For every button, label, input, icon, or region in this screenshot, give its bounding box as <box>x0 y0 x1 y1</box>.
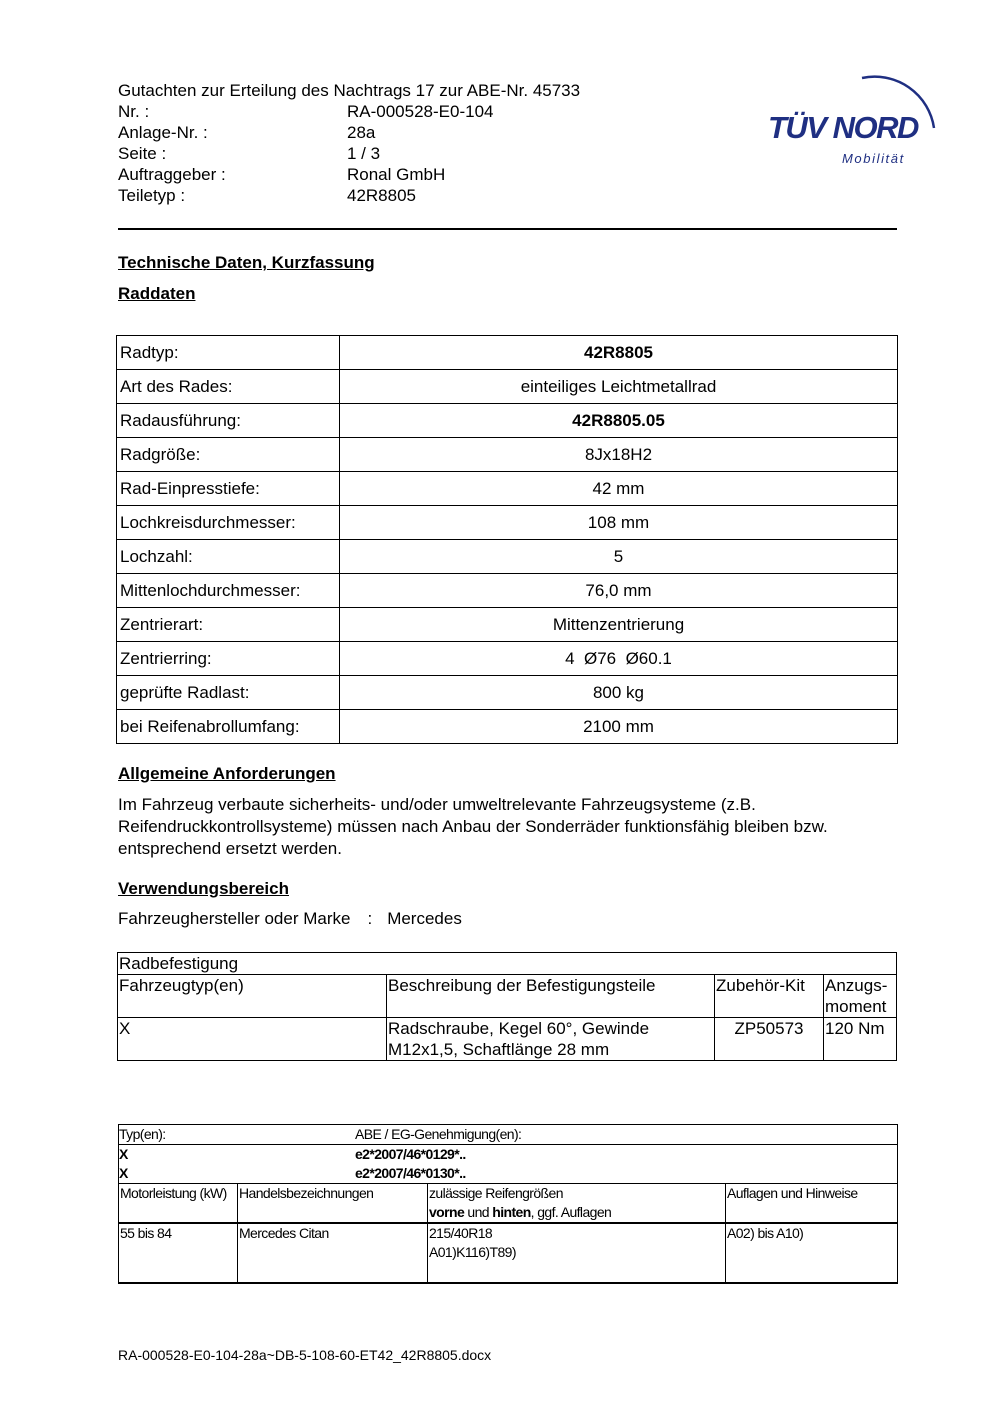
table-row: Rad-Einpresstiefe: 42 mm <box>117 472 898 506</box>
table-row: X e2*2007/46*0129*.. X e2*2007/46*0130*.. <box>119 1145 898 1184</box>
table-row: Radbefestigung <box>118 953 897 975</box>
typen-table <box>118 1124 898 1284</box>
section-raddaten: Raddaten <box>118 284 196 303</box>
header-field-nr: Nr. : RA-000528-E0-104 <box>118 102 494 121</box>
section-technische: Technische Daten, Kurzfassung <box>118 253 375 272</box>
header-field-teiletyp: Teiletyp : 42R8805 <box>118 186 417 205</box>
section-allgemeine: Allgemeine Anforderungen <box>118 764 336 783</box>
table-row: 55 bis 84 Mercedes Citan 215/40R18 A01)K116)T89) A02) bis A10) <box>119 1223 898 1283</box>
logo-subtitle: Mobilität <box>842 151 905 166</box>
table-row: Radgröße: 8Jx18H2 <box>117 438 898 472</box>
header-field-seite: Seite : 1 / 3 <box>118 144 381 163</box>
logo-wordmark: TÜV NORD <box>768 110 918 145</box>
table-row: X Radschraube, Kegel 60°, Gewinde M12x1,5, Schaftlänge 28 mm ZP50573 120 Nm <box>118 1018 897 1061</box>
table-row: Zentrierring: 4 Ø76 Ø60.1 <box>117 642 898 676</box>
section-verwendung: Verwendungsbereich <box>118 879 289 898</box>
allgemeine-text: Im Fahrzeug verbaute sicherheits- und/oder umweltrelevante Fahrzeugsysteme (z.B. Reifendruckkontrollsysteme) müssen nach Anbau der Sonderräder funktionsfähig bleiben bzw. entsprechend ersetzt werden. <box>118 795 828 858</box>
header-field-auftraggeber: Auftraggeber : Ronal GmbH <box>118 165 446 184</box>
table-row: Radtyp: 42R8805 <box>117 336 898 370</box>
radbefestigung-table <box>117 952 897 1061</box>
document-title: Gutachten zur Erteilung des Nachtrags 17 zur ABE-Nr. 45733 <box>118 81 581 100</box>
fahrzeughersteller-line: Fahrzeughersteller oder Marke : Mercedes <box>118 909 462 928</box>
footer-filename: RA-000528-E0-104-28a~DB-5-108-60-ET42_42R8805.docx <box>118 1347 492 1363</box>
table-row: bei Reifenabrollumfang: 2100 mm <box>117 710 898 744</box>
header-field-anlage: Anlage-Nr. : 28a <box>118 123 376 142</box>
table-row: Lochkreisdurchmesser: 108 mm <box>117 506 898 540</box>
table-row: Art des Rades: einteiliges Leichtmetallrad <box>117 370 898 404</box>
header-divider <box>118 228 897 230</box>
table-row: Typ(en): ABE / EG-Genehmigung(en): <box>119 1125 898 1145</box>
raddaten-table <box>116 335 898 744</box>
table-row: Radausführung: 42R8805.05 <box>117 404 898 438</box>
table-row: Lochzahl: 5 <box>117 540 898 574</box>
table-row: Mittenlochdurchmesser: 76,0 mm <box>117 574 898 608</box>
table-row: Motorleistung (kW) Handelsbezeichnungen zulässige Reifengrößen vorne und hinten, ggf. Auflagen Auflagen und Hinweise <box>119 1184 898 1224</box>
table-row: Zentrierart: Mittenzentrierung <box>117 608 898 642</box>
table-row: geprüfte Radlast: 800 kg <box>117 676 898 710</box>
tuv-nord-logo <box>762 58 942 173</box>
table-row: Fahrzeugtyp(en) Beschreibung der Befestigungsteile Zubehör-Kit Anzugs-moment <box>118 975 897 1018</box>
document-header <box>118 80 580 206</box>
